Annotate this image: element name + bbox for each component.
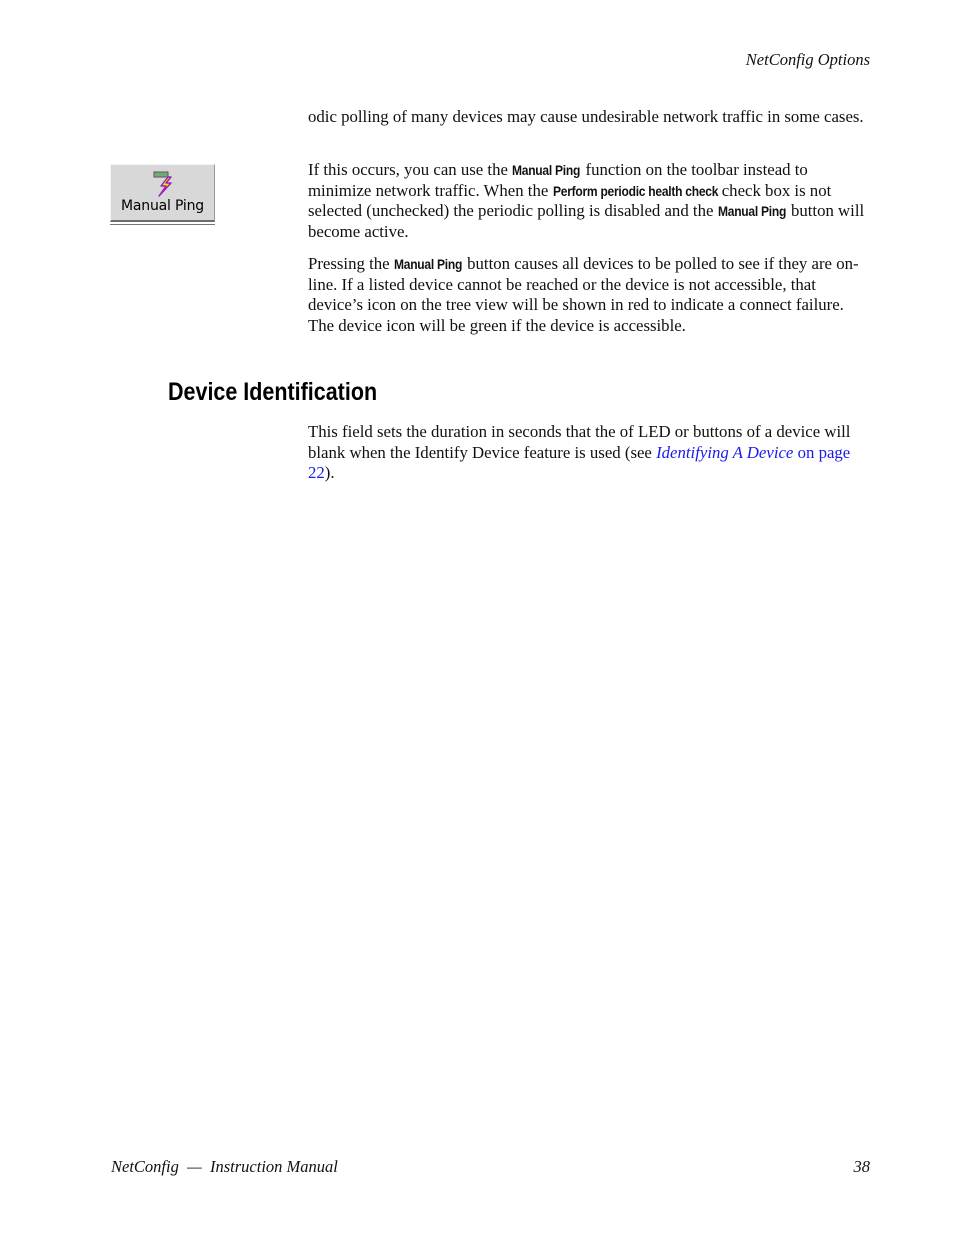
text: Pressing the	[308, 254, 394, 273]
ui-term-manual-ping: Manual Ping	[717, 203, 786, 220]
text: If this occurs, you can use the	[308, 160, 513, 179]
footer-title: NetConfig — Instruction Manual	[111, 1157, 338, 1176]
text: This field sets the duration in seconds that the of LED or buttons of a device will blank when the Identify Device feature is used (see	[308, 422, 851, 462]
manual-ping-label: Manual Ping	[121, 198, 204, 214]
section-heading-device-identification: Device Identification	[168, 378, 378, 406]
ui-term-manual-ping: Manual Ping	[512, 162, 581, 178]
paragraph-polling-traffic: odic polling of many devices may cause undesirable network traffic in some cases.	[308, 107, 864, 126]
manual-ping-button[interactable]	[110, 164, 215, 222]
text: button causes all devices to be polled to see if they are on-line. If a listed device cannot be reached or the device is not accessible, that device’s icon on the tree view will be shown in red to indicate a connect failure. The device icon will be green if the device is accessible.	[308, 254, 859, 335]
text: check box is not selected (unchecked) the periodic polling is disabled and the	[308, 180, 832, 221]
text: button will become active.	[308, 201, 865, 241]
page-reference-link[interactable]: on page 22	[308, 442, 851, 483]
ui-term-periodic-health-check: Perform periodic health check	[552, 182, 718, 199]
text: ).	[324, 463, 335, 483]
lightning-bolt-icon	[151, 171, 177, 197]
text: function on the toolbar instead to minimize network traffic. When the	[308, 160, 808, 200]
page-number: 38	[853, 1157, 870, 1176]
paragraph-manual-ping-usage	[308, 160, 868, 242]
cross-reference-link[interactable]: Identifying A Device	[656, 442, 794, 462]
paragraph-device-identification	[308, 422, 868, 484]
running-header: NetConfig Options	[745, 50, 870, 69]
ui-term-manual-ping: Manual Ping	[393, 256, 462, 272]
paragraph-manual-ping-result	[308, 254, 868, 336]
